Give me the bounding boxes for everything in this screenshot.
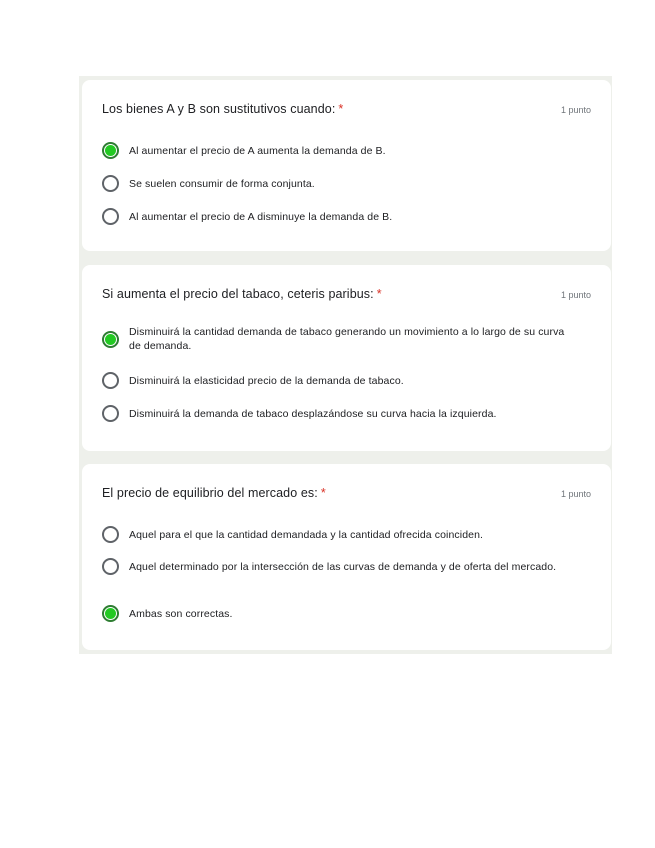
option-1-1[interactable]	[102, 142, 577, 159]
option-1-2[interactable]	[102, 175, 577, 192]
radio-button[interactable]	[102, 175, 119, 192]
question-points: 1 punto	[560, 105, 591, 115]
option-label[interactable]: Ambas son correctas.	[129, 607, 233, 620]
question-header	[102, 287, 591, 307]
radio-button[interactable]	[102, 405, 119, 422]
question-points: 1 punto	[560, 290, 591, 300]
option-label[interactable]: Disminuirá la demanda de tabaco desplazándose su curva hacia la izquierda.	[129, 407, 497, 420]
option-label[interactable]: Aquel determinado por la intersección de las curvas de demanda y de oferta del mercado.	[129, 560, 557, 573]
radio-button[interactable]	[102, 558, 119, 575]
question-card-3	[82, 464, 611, 650]
option-1-3[interactable]	[102, 208, 577, 225]
required-mark: *	[376, 287, 382, 301]
option-label[interactable]: Se suelen consumir de forma conjunta.	[129, 177, 315, 190]
option-3-1[interactable]	[102, 526, 577, 543]
question-points: 1 punto	[560, 489, 591, 499]
option-label[interactable]: Aquel para el que la cantidad demandada y la cantidad ofrecida coinciden.	[129, 528, 484, 541]
question-header	[102, 102, 591, 122]
required-mark: *	[338, 102, 344, 116]
option-2-3[interactable]	[102, 405, 577, 422]
radio-button[interactable]	[102, 526, 119, 543]
radio-button[interactable]	[102, 372, 119, 389]
option-label[interactable]: Disminuirá la elasticidad precio de la demanda de tabaco.	[129, 374, 404, 387]
option-3-2[interactable]	[102, 558, 577, 575]
radio-button[interactable]	[102, 208, 119, 225]
radio-button-selected[interactable]	[102, 331, 119, 348]
question-card-2	[82, 265, 611, 451]
question-header	[102, 486, 591, 506]
option-3-3[interactable]	[102, 605, 577, 622]
option-2-2[interactable]	[102, 372, 577, 389]
radio-button-selected[interactable]	[102, 605, 119, 622]
option-2-1[interactable]	[102, 325, 577, 353]
question-title: Si aumenta el precio del tabaco, ceteris paribus: *	[102, 287, 382, 301]
option-label[interactable]: Al aumentar el precio de A disminuye la demanda de B.	[129, 210, 393, 223]
option-label[interactable]: Al aumentar el precio de A aumenta la demanda de B.	[129, 144, 386, 157]
question-title: El precio de equilibrio del mercado es: *	[102, 486, 326, 500]
question-card-1	[82, 80, 611, 251]
radio-button-selected[interactable]	[102, 142, 119, 159]
option-label[interactable]: Disminuirá la cantidad demanda de tabaco generando un movimiento a lo largo de su curva de demanda.	[129, 326, 565, 352]
required-mark: *	[320, 486, 326, 500]
question-title: Los bienes A y B son sustitutivos cuando: *	[102, 102, 344, 116]
